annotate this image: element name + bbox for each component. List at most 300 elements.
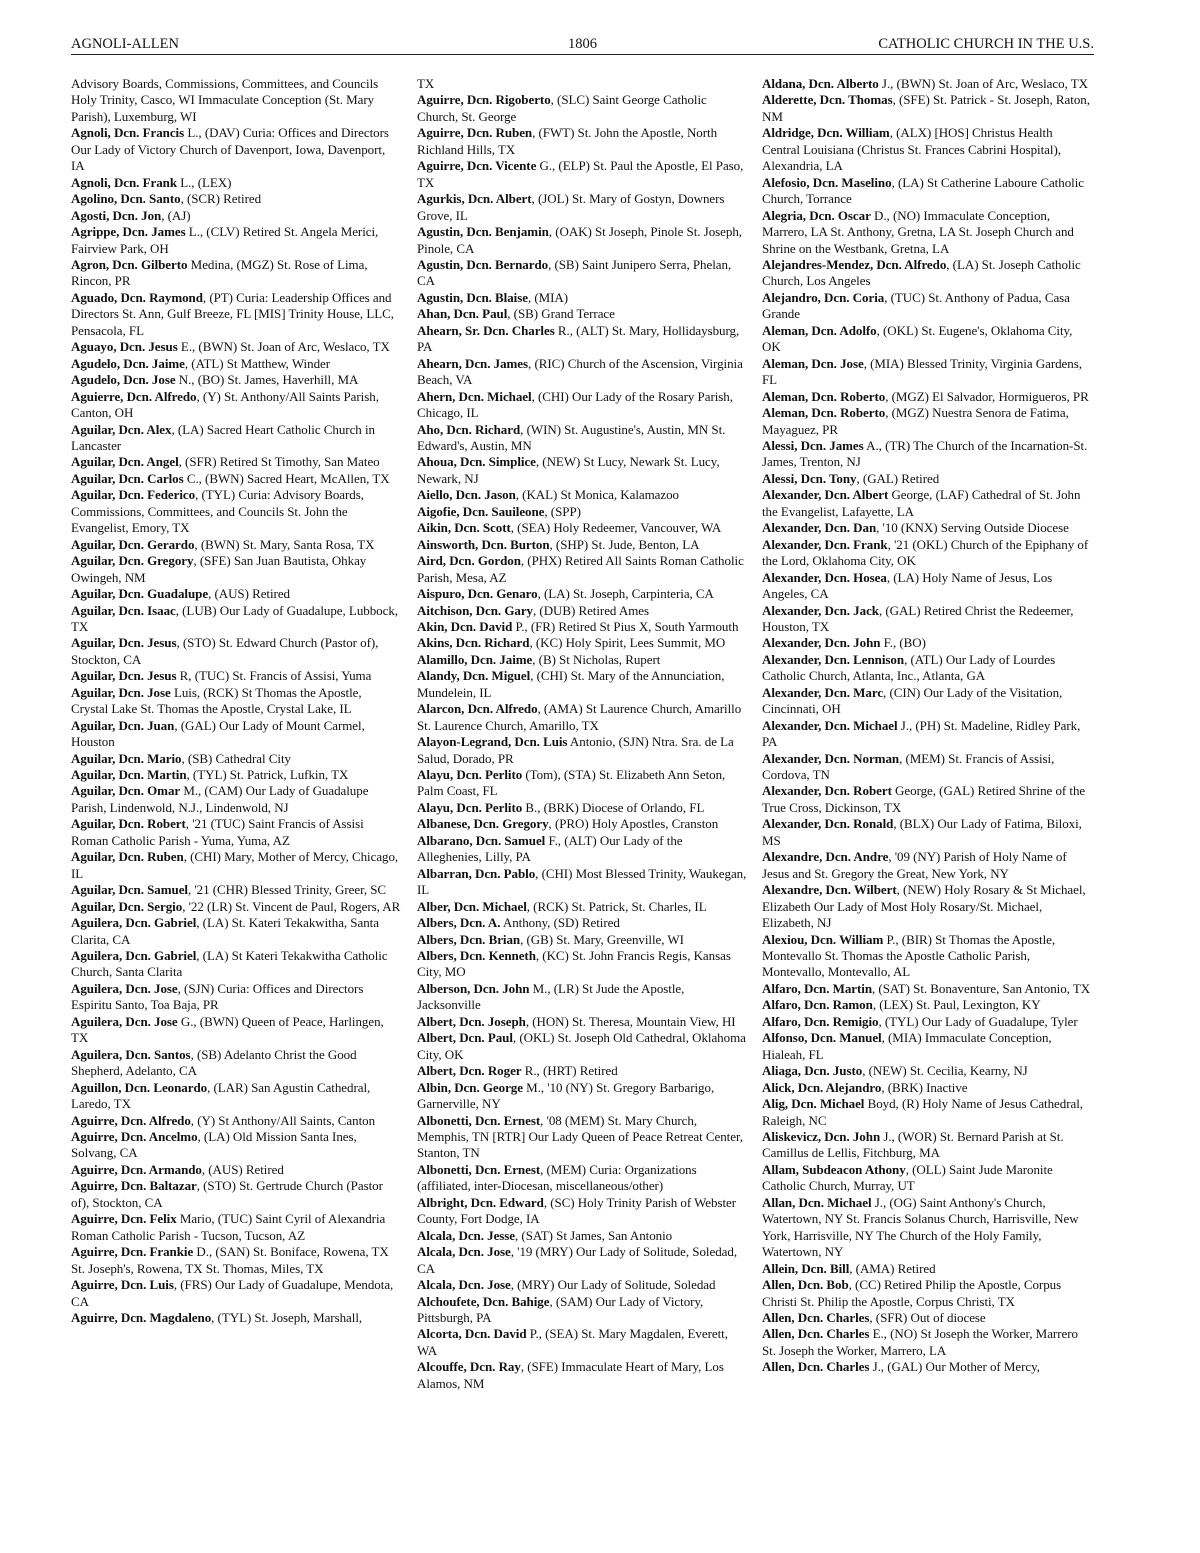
entry-details: , (SEA) Holy Redeemer, Vancouver, WA bbox=[510, 520, 722, 536]
directory-entry bbox=[762, 685, 1092, 718]
directory-entry bbox=[762, 816, 1092, 849]
entry-name: Alexander, Dcn. Jack bbox=[762, 602, 879, 618]
directory-entry bbox=[762, 1310, 1092, 1326]
entry-details: , (CC) Retired Philip the Apostle, Corpus Christi St. Philip the Apostle, Corpus Christi, TX bbox=[762, 1277, 1062, 1309]
entry-name: Alexander, Dcn. Michael bbox=[762, 717, 898, 733]
directory-entry bbox=[417, 767, 747, 800]
directory-entry bbox=[762, 1030, 1092, 1063]
entry-name: Aliaga, Dcn. Justo bbox=[762, 1063, 863, 1079]
directory-entry bbox=[71, 356, 401, 372]
entry-name: Aguilar, Dcn. Gerardo bbox=[71, 536, 195, 552]
directory-entry bbox=[762, 175, 1092, 208]
entry-details: , (RIC) Church of the Ascension, Virginia Beach, VA bbox=[417, 355, 743, 388]
directory-entry bbox=[417, 553, 747, 586]
entry-details: L., (CLV) Retired St. Angela Merici, Fairview Park, OH bbox=[71, 224, 379, 256]
entry-details: E., (BWN) St. Joan of Arc, Weslaco, TX bbox=[177, 339, 390, 355]
directory-entry bbox=[71, 537, 401, 553]
directory-entry bbox=[417, 586, 747, 602]
entry-details: , (KAL) St Monica, Kalamazoo bbox=[515, 487, 680, 503]
entry-details: , (TYL) Our Lady of Guadalupe, Tyler bbox=[878, 1013, 1078, 1029]
entry-name: Aliskevicz, Dcn. John bbox=[762, 1129, 881, 1144]
directory-entry bbox=[417, 1063, 747, 1079]
directory-entry bbox=[417, 356, 747, 389]
entry-name: Ahearn, Dcn. James bbox=[417, 355, 529, 371]
directory-entry bbox=[71, 224, 401, 257]
entry-details: , (LA) St Catherine Laboure Catholic Church, Torrance bbox=[762, 174, 1084, 207]
entry-details: , (PHX) Retired All Saints Roman Catholic Parish, Mesa, AZ bbox=[417, 553, 744, 585]
directory-entry bbox=[417, 1030, 747, 1063]
entry-details: , (Y) St Anthony/All Saints, Canton bbox=[190, 1112, 376, 1128]
directory-entry bbox=[71, 290, 401, 339]
entry-details: , (TYL) Curia: Advisory Boards, Commissions, Committees, and Councils St. John the Evangelist, Emory, TX bbox=[71, 487, 364, 536]
entry-name: Alexandre, Dcn. Andre bbox=[762, 849, 889, 865]
entry-name: Alick, Dcn. Alejandro bbox=[762, 1079, 882, 1095]
entry-name: Albers, Dcn. A. bbox=[417, 915, 501, 931]
entry-name: Allein, Dcn. Bill bbox=[762, 1260, 850, 1276]
directory-entry bbox=[71, 208, 401, 224]
directory-entry bbox=[417, 932, 747, 948]
directory-entry bbox=[417, 1162, 747, 1195]
entry-details: , (OAK) St Joseph, Pinole St. Joseph, Pinole, CA bbox=[417, 224, 742, 256]
entry-details: , (STO) St. Edward Church (Pastor of), Stockton, CA bbox=[71, 635, 379, 667]
entry-name: Aguirre, Dcn. Luis bbox=[71, 1277, 174, 1293]
directory-entry bbox=[762, 389, 1092, 405]
entry-details: , (OKL) St. Joseph Old Cathedral, Oklahoma City, OK bbox=[417, 1030, 746, 1062]
entry-details: L., (DAV) Curia: Offices and Directors Our Lady of Victory Church of Davenport, Iowa, Davenport, IA bbox=[71, 125, 389, 174]
directory-entry bbox=[417, 816, 747, 832]
directory-entry bbox=[71, 915, 401, 948]
directory-entry bbox=[417, 389, 747, 422]
directory-entry bbox=[71, 1080, 401, 1113]
directory-entry bbox=[762, 520, 1092, 536]
directory-entry bbox=[762, 208, 1092, 257]
entry-details: , (LA) Holy Name of Jesus, Los Angeles, CA bbox=[762, 569, 1053, 602]
entry-details: R., (ALT) St. Mary, Hollidaysburg, PA bbox=[417, 322, 740, 355]
entry-name: Alexander, Dcn. Lennison bbox=[762, 651, 905, 667]
entry-details: , (NEW) St. Cecilia, Kearny, NJ bbox=[862, 1063, 1028, 1079]
directory-entry bbox=[417, 948, 747, 981]
entry-details: , (MGZ) Nuestra Senora de Fatima, Mayaguez, PR bbox=[762, 405, 1069, 437]
entry-name: Aguayo, Dcn. Jesus bbox=[71, 339, 178, 355]
entry-details: , '21 (CHR) Blessed Trinity, Greer, SC bbox=[187, 882, 387, 898]
entry-details: G., (BWN) Queen of Peace, Harlingen, TX bbox=[71, 1013, 384, 1046]
entry-details: , (LA) Sacred Heart Catholic Church in Lancaster bbox=[71, 421, 375, 453]
directory-entry bbox=[417, 323, 747, 356]
entry-details: , (SAT) St James, San Antonio bbox=[515, 1227, 673, 1243]
entry-name: Aguilar, Dcn. Omar bbox=[71, 783, 181, 799]
entry-details: Medina, (MGZ) St. Rose of Lima, Rincon, PR bbox=[71, 256, 368, 289]
entry-name: Albonetti, Dcn. Ernest bbox=[417, 1112, 541, 1128]
directory-entry bbox=[71, 586, 401, 602]
entry-name: Alfaro, Dcn. Remigio bbox=[762, 1013, 879, 1029]
entry-name: Aguilar, Dcn. Mario bbox=[71, 750, 182, 766]
entry-name: Alandy, Dcn. Miguel bbox=[417, 668, 531, 684]
entry-details: , (SJN) Curia: Offices and Directors Espiritu Santo, Toa Baja, PR bbox=[71, 980, 364, 1013]
directory-entry bbox=[71, 783, 401, 816]
entry-name: Albert, Dcn. Roger bbox=[417, 1063, 522, 1079]
directory-entry bbox=[762, 652, 1092, 685]
entry-name: Aguilera, Dcn. Santos bbox=[71, 1046, 191, 1062]
entry-details: M., (CAM) Our Lady of Guadalupe Parish, Lindenwold, N.J., Lindenwold, NJ bbox=[71, 783, 369, 815]
directory-entry bbox=[417, 833, 747, 866]
entry-details: J., (BWN) St. Joan of Arc, Weslaco, TX bbox=[878, 76, 1088, 91]
entry-name: Alber, Dcn. Michael bbox=[417, 898, 527, 914]
directory-entry bbox=[762, 487, 1092, 520]
entry-details: Boyd, (R) Holy Name of Jesus Cathedral, Raleigh, NC bbox=[762, 1096, 1083, 1128]
entry-name: Ahern, Dcn. Michael bbox=[417, 388, 532, 404]
entry-name: Aguilar, Dcn. Gregory bbox=[71, 553, 194, 569]
directory-entry bbox=[762, 932, 1092, 981]
directory-entry bbox=[71, 1178, 401, 1211]
entry-details: D., (SAN) St. Boniface, Rowena, TX St. Joseph's, Rowena, TX St. Thomas, Miles, TX bbox=[71, 1244, 389, 1276]
entry-name: Agustin, Dcn. Blaise bbox=[417, 289, 528, 305]
directory-entry bbox=[417, 652, 747, 668]
directory-entry bbox=[762, 849, 1092, 882]
directory-entry bbox=[71, 1113, 401, 1129]
entry-details: F., (ALT) Our Lady of the Alleghenies, Lilly, PA bbox=[417, 832, 683, 865]
entry-name: Aguirre, Dcn. Frankie bbox=[71, 1244, 194, 1260]
directory-entry bbox=[71, 191, 401, 207]
entry-name: Albright, Dcn. Edward bbox=[417, 1194, 544, 1210]
directory-entry bbox=[762, 718, 1092, 751]
entry-details: , (SFE) Immaculate Heart of Mary, Los Alamos, NM bbox=[417, 1359, 724, 1391]
entry-details: Mario, (TUC) Saint Cyril of Alexandria Roman Catholic Parish - Tucson, Tucson, AZ bbox=[71, 1211, 386, 1243]
entry-details: , (CIN) Our Lady of the Visitation, Cincinnati, OH bbox=[762, 684, 1063, 717]
entry-name: Aldridge, Dcn. William bbox=[762, 125, 890, 141]
entry-details: , (SFR) Out of diocese bbox=[869, 1309, 986, 1325]
entry-details: , (LA) St. Joseph Catholic Church, Los Angeles bbox=[762, 256, 1081, 289]
entry-name: Aiello, Dcn. Jason bbox=[417, 487, 516, 503]
entry-name: Agurkis, Dcn. Albert bbox=[417, 191, 532, 207]
entry-name: Ahoua, Dcn. Simplice bbox=[417, 454, 536, 470]
directory-entry bbox=[762, 751, 1092, 784]
entry-name: Agustin, Dcn. Bernardo bbox=[417, 256, 549, 272]
entry-name: Aguilar, Dcn. Jose bbox=[71, 684, 171, 700]
entry-name: Aguilar, Dcn. Isaac bbox=[71, 602, 176, 618]
directory-entry bbox=[417, 1195, 747, 1228]
entry-name: Agudelo, Dcn. Jaime bbox=[71, 355, 185, 371]
entry-details: , (WIN) St. Augustine's, Austin, MN St. Edward's, Austin, MN bbox=[417, 421, 726, 453]
entry-details: , (GAL) Our Lady of Mount Carmel, Houston bbox=[71, 717, 365, 750]
entry-name: Allam, Subdeacon Athony bbox=[762, 1161, 906, 1177]
entry-details: , (KC) St. John Francis Regis, Kansas City, MO bbox=[417, 948, 731, 980]
directory-entry bbox=[417, 1113, 747, 1162]
entry-details: , (MGZ) El Salvador, Hormigueros, PR bbox=[885, 388, 1089, 404]
entry-name: Aitchison, Dcn. Gary bbox=[417, 602, 534, 618]
directory-entry bbox=[762, 882, 1092, 931]
entry-name: Aispuro, Dcn. Genaro bbox=[417, 586, 538, 602]
directory-entry bbox=[417, 701, 747, 734]
entry-details: , (JOL) St. Mary of Gostyn, Downers Grove, IL bbox=[417, 191, 725, 223]
directory-entry bbox=[762, 1277, 1092, 1310]
entry-details: , '22 (LR) St. Vincent de Paul, Rogers, AR bbox=[182, 898, 401, 914]
directory-entry bbox=[71, 339, 401, 355]
entry-name: Alefosio, Dcn. Maselino bbox=[762, 174, 892, 190]
entry-name: Aleman, Dcn. Adolfo bbox=[762, 322, 877, 338]
entry-details: , (SB) Adelanto Christ the Good Shepherd, Adelanto, CA bbox=[71, 1046, 357, 1079]
entry-name: Aguilar, Dcn. Jesus bbox=[71, 635, 177, 651]
directory-entry bbox=[417, 1228, 747, 1244]
header-publication-title: CATHOLIC CHURCH IN THE U.S. bbox=[878, 36, 1094, 52]
entry-details: P., (SEA) St. Mary Magdalen, Everett, WA bbox=[417, 1326, 728, 1358]
directory-entry bbox=[417, 981, 747, 1014]
directory-entry bbox=[762, 603, 1092, 636]
entry-details: , (AMA) Retired bbox=[849, 1260, 936, 1276]
entry-details: , (SFE) St. Patrick - St. Joseph, Raton, NM bbox=[762, 92, 1090, 124]
entry-details: , (PT) Curia: Leadership Offices and Directors St. Ann, Gulf Breeze, FL [MIS] Trinity House, LLC, Pensacola, FL bbox=[71, 289, 394, 338]
directory-entry bbox=[417, 257, 747, 290]
directory-entry bbox=[762, 1359, 1092, 1375]
entry-name: Allen, Dcn. Charles bbox=[762, 1326, 870, 1342]
entry-name: Aguillon, Dcn. Leonardo bbox=[71, 1079, 208, 1095]
entry-name: Alexander, Dcn. Frank bbox=[762, 536, 888, 552]
directory-entry bbox=[417, 504, 747, 520]
entry-details: , (AUS) Retired bbox=[208, 586, 291, 602]
directory-entry bbox=[762, 1195, 1092, 1261]
directory-entry bbox=[71, 816, 401, 849]
entry-name: Aguado, Dcn. Raymond bbox=[71, 289, 203, 305]
entry-details: , (LEX) St. Paul, Lexington, KY bbox=[872, 997, 1041, 1013]
entry-details: , (FWT) St. John the Apostle, North Richland Hills, TX bbox=[417, 125, 718, 157]
entry-name: Aguilar, Dcn. Federico bbox=[71, 487, 196, 503]
directory-entry bbox=[762, 1063, 1092, 1079]
directory-entry bbox=[71, 603, 401, 636]
directory-entry bbox=[71, 1047, 401, 1080]
directory-entry bbox=[71, 981, 401, 1014]
entry-name: Alfonso, Dcn. Manuel bbox=[762, 1030, 882, 1046]
entry-name: Aikin, Dcn. Scott bbox=[417, 520, 511, 536]
entry-details: , (LUB) Our Lady of Guadalupe, Lubbock, TX bbox=[71, 602, 398, 634]
entry-name: Alexander, Dcn. Albert bbox=[762, 487, 889, 503]
entry-name: Aguirre, Dcn. Rigoberto bbox=[417, 92, 551, 108]
directory-entry bbox=[762, 257, 1092, 290]
entry-details: Advisory Boards, Commissions, Committees, and Councils Holy Trinity, Casco, WI Immaculate Conception (St. Mary Parish), Luxemburg, WI bbox=[71, 76, 379, 124]
entry-name: Aguilar, Dcn. Juan bbox=[71, 717, 175, 733]
entry-details: , (OKL) St. Eugene's, Oklahoma City, OK bbox=[762, 322, 1073, 355]
directory-entry bbox=[71, 125, 401, 174]
entry-details: J., (PH) St. Madeline, Ridley Park, PA bbox=[762, 717, 1081, 750]
entry-details: , (SB) Saint Junipero Serra, Phelan, CA bbox=[417, 256, 732, 289]
entry-details: R., (HRT) Retired bbox=[521, 1063, 618, 1079]
running-header bbox=[71, 34, 1094, 55]
entry-details: , (SAM) Our Lady of Victory, Pittsburgh, PA bbox=[417, 1293, 704, 1325]
entry-name: Alayon-Legrand, Dcn. Luis bbox=[417, 734, 568, 750]
entry-details: , (LA) St. Joseph, Carpinteria, CA bbox=[537, 586, 714, 602]
directory-entry bbox=[762, 1096, 1092, 1129]
directory-entry bbox=[762, 76, 1092, 92]
directory-entry bbox=[762, 1129, 1092, 1162]
directory-entry bbox=[417, 537, 747, 553]
entry-name: Albers, Dcn. Kenneth bbox=[417, 948, 536, 964]
entry-details: , (GB) St. Mary, Greenville, WI bbox=[520, 931, 684, 947]
directory-entry bbox=[762, 635, 1092, 651]
directory-entry bbox=[71, 389, 401, 422]
directory-entry bbox=[71, 553, 401, 586]
entry-details: , (LA) St Kateri Tekakwitha Catholic Church, Santa Clarita bbox=[71, 948, 388, 980]
entry-details: , '19 (MRY) Our Lady of Solitude, Soledad, CA bbox=[417, 1244, 738, 1276]
entry-details: , (CHI) Mary, Mother of Mercy, Chicago, IL bbox=[71, 849, 399, 881]
entry-details: , (SLC) Saint George Catholic Church, St. George bbox=[417, 92, 707, 124]
entry-details: J., (GAL) Our Mother of Mercy, bbox=[869, 1359, 1040, 1375]
entry-name: Aguilera, Dcn. Gabriel bbox=[71, 915, 197, 931]
entry-details: , (Y) St. Anthony/All Saints Parish, Canton, OH bbox=[71, 388, 379, 421]
entry-name: Aguilar, Dcn. Alex bbox=[71, 421, 172, 437]
directory-entry bbox=[417, 800, 747, 816]
directory-entry bbox=[762, 471, 1092, 487]
entry-details: , (SB) Grand Terrace bbox=[507, 306, 615, 322]
entry-details: , (BWN) St. Mary, Santa Rosa, TX bbox=[194, 536, 375, 552]
entry-details: , (KC) Holy Spirit, Lees Summit, MO bbox=[529, 635, 726, 651]
entry-name: Albonetti, Dcn. Ernest bbox=[417, 1161, 541, 1177]
directory-entry bbox=[762, 1014, 1092, 1030]
entry-name: Alfaro, Dcn. Ramon bbox=[762, 997, 873, 1013]
entry-details: , (GAL) Retired bbox=[856, 470, 940, 486]
directory-entry bbox=[71, 487, 401, 536]
entry-details: , (PRO) Holy Apostles, Cranston bbox=[548, 816, 719, 832]
entry-details: , '10 (KNX) Serving Outside Diocese bbox=[876, 520, 1069, 536]
entry-name: Aguilar, Dcn. Samuel bbox=[71, 882, 188, 898]
entry-name: Alarcon, Dcn. Alfredo bbox=[417, 701, 538, 717]
directory-entry bbox=[762, 323, 1092, 356]
directory-entry bbox=[71, 718, 401, 751]
entry-name: Alexander, Dcn. John bbox=[762, 635, 881, 651]
entry-details: R, (TUC) St. Francis of Assisi, Yuma bbox=[176, 668, 372, 684]
entry-details: TX bbox=[417, 76, 435, 91]
directory-entry bbox=[417, 290, 747, 306]
directory-entry bbox=[71, 767, 401, 783]
entry-details: , (B) St Nicholas, Rupert bbox=[532, 651, 661, 667]
directory-entry bbox=[417, 915, 747, 931]
directory-entry bbox=[762, 1162, 1092, 1195]
entry-name: Alig, Dcn. Michael bbox=[762, 1096, 865, 1112]
entry-name: Aguirre, Dcn. Felix bbox=[71, 1211, 177, 1227]
directory-entry bbox=[71, 454, 401, 470]
entry-name: Agnoli, Dcn. Frank bbox=[71, 174, 178, 190]
directory-entry bbox=[417, 422, 747, 455]
entry-name: Aguilar, Dcn. Robert bbox=[71, 816, 186, 832]
entry-name: Aguirre, Dcn. Ruben bbox=[417, 125, 533, 141]
entry-details: , (ATL) Our Lady of Lourdes Catholic Church, Atlanta, Inc., Atlanta, GA bbox=[762, 651, 1056, 684]
entry-name: Aleman, Dcn. Roberto bbox=[762, 405, 886, 421]
entry-name: Albert, Dcn. Paul bbox=[417, 1030, 513, 1046]
entry-name: Aguirre, Dcn. Ancelmo bbox=[71, 1129, 198, 1144]
entry-details: N., (BO) St. James, Haverhill, MA bbox=[175, 372, 359, 388]
entry-name: Allen, Dcn. Charles bbox=[762, 1359, 870, 1375]
entry-details: E., (NO) St Joseph the Worker, Marrero St. Joseph the Worker, Marrero, LA bbox=[762, 1326, 1078, 1358]
directory-entry bbox=[417, 1359, 747, 1392]
entry-name: Aleman, Dcn. Jose bbox=[762, 355, 864, 371]
directory-entry bbox=[762, 997, 1092, 1013]
directory-entry bbox=[762, 125, 1092, 174]
entry-name: Agustin, Dcn. Benjamin bbox=[417, 224, 549, 240]
entry-name: Aleman, Dcn. Roberto bbox=[762, 388, 886, 404]
entry-details: , (SFR) Retired St Timothy, San Mateo bbox=[178, 454, 380, 470]
entry-name: Ahan, Dcn. Paul bbox=[417, 306, 508, 322]
entry-name: Agudelo, Dcn. Jose bbox=[71, 372, 176, 388]
entry-name: Aguirre, Dcn. Armando bbox=[71, 1161, 202, 1177]
entry-details: , (SAT) St. Bonaventure, San Antonio, TX bbox=[872, 980, 1091, 996]
directory-entry bbox=[71, 685, 401, 718]
entry-details: , (AMA) St Laurence Church, Amarillo St. Laurence Church, Amarillo, TX bbox=[417, 701, 742, 733]
entry-name: Alcala, Dcn. Jose bbox=[417, 1244, 511, 1260]
directory-entry bbox=[71, 635, 401, 668]
directory-entry bbox=[71, 1211, 401, 1244]
directory-entry bbox=[417, 1294, 747, 1327]
entry-name: Alfaro, Dcn. Martin bbox=[762, 980, 873, 996]
entry-details: (Tom), (STA) St. Elizabeth Ann Seton, Palm Coast, FL bbox=[417, 767, 726, 799]
entry-details: George, (GAL) Retired Shrine of the True Cross, Dickinson, TX bbox=[762, 783, 1086, 815]
directory-entry bbox=[71, 1244, 401, 1277]
entry-details: P., (FR) Retired St Pius X, South Yarmouth bbox=[512, 618, 739, 634]
entry-details: F., (BO) bbox=[880, 635, 926, 651]
entry-name: Agrippe, Dcn. James bbox=[71, 224, 186, 240]
entry-name: Akin, Dcn. David bbox=[417, 618, 513, 634]
entry-details: J., (WOR) St. Bernard Parish at St. Camillus de Lellis, Fitchburg, MA bbox=[762, 1129, 1064, 1161]
entry-name: Alexander, Dcn. Norman bbox=[762, 750, 900, 766]
entry-name: Alderette, Dcn. Thomas bbox=[762, 92, 893, 108]
directory-entry bbox=[762, 537, 1092, 570]
entry-details: , (SC) Holy Trinity Parish of Webster County, Fort Dodge, IA bbox=[417, 1194, 737, 1227]
directory-entry bbox=[762, 405, 1092, 438]
entry-details: , '09 (NY) Parish of Holy Name of Jesus and St. Gregory the Great, New York, NY bbox=[762, 849, 1067, 881]
directory-entry bbox=[417, 92, 747, 125]
entry-details: , (TYL) St. Patrick, Lufkin, TX bbox=[186, 767, 349, 783]
entry-details: Anthony, (SD) Retired bbox=[500, 915, 620, 931]
entry-name: Albers, Dcn. Brian bbox=[417, 931, 521, 947]
entry-details: , (OLL) Saint Jude Maronite Catholic Church, Murray, UT bbox=[762, 1161, 1053, 1194]
entry-details: , (NEW) St Lucy, Newark St. Lucy, Newark, NJ bbox=[417, 454, 720, 486]
entry-details: L., (LEX) bbox=[177, 174, 232, 190]
entry-name: Aguilar, Dcn. Martin bbox=[71, 767, 187, 783]
entry-name: Aguilar, Dcn. Guadalupe bbox=[71, 586, 209, 602]
page-number: 1806 bbox=[568, 36, 597, 52]
entry-details: , (NEW) Holy Rosary & St Michael, Elizabeth Our Lady of Most Holy Rosary/St. Michael, Elizabeth, NJ bbox=[762, 882, 1086, 931]
entry-name: Albarano, Dcn. Samuel bbox=[417, 832, 546, 848]
entry-details: , (LA) St. Kateri Tekakwitha, Santa Clarita, CA bbox=[71, 915, 379, 947]
directory-entry bbox=[417, 520, 747, 536]
directory-entry bbox=[71, 948, 401, 981]
entry-details: , (CHI) St. Mary of the Annunciation, Mundelein, IL bbox=[417, 668, 725, 700]
entry-details: , (GAL) Retired Christ the Redeemer, Houston, TX bbox=[762, 602, 1074, 634]
entry-name: Aldana, Dcn. Alberto bbox=[762, 76, 879, 91]
entry-name: Alchoufete, Dcn. Bahige bbox=[417, 1293, 550, 1309]
entry-name: Alegria, Dcn. Oscar bbox=[762, 207, 871, 223]
entry-details: , (MRY) Our Lady of Solitude, Soledad bbox=[510, 1277, 716, 1293]
entry-details: , (CHI) Most Blessed Trinity, Waukegan, IL bbox=[417, 865, 747, 898]
directory-entry bbox=[71, 1310, 401, 1326]
entry-name: Albin, Dcn. George bbox=[417, 1079, 523, 1095]
entry-name: Aguilera, Dcn. Gabriel bbox=[71, 948, 197, 964]
directory-entry bbox=[71, 849, 401, 882]
entry-name: Agron, Dcn. Gilberto bbox=[71, 256, 188, 272]
entry-name: Aguirre, Dcn. Vicente bbox=[417, 158, 537, 174]
entry-details: D., (NO) Immaculate Conception, Marrero, LA St. Anthony, Gretna, LA St. Joseph Church and Shrine on the Westbank, Gretna, LA bbox=[762, 207, 1074, 256]
entry-details: J., (OG) Saint Anthony's Church, Watertown, NY St. Francis Solanus Church, Harrisville, New York, Harrisville, NY The Church of the Holy Family, Watertown, NY bbox=[762, 1194, 1079, 1260]
directory-entry bbox=[417, 454, 747, 487]
directory-entry bbox=[762, 570, 1092, 603]
entry-name: Allen, Dcn. Bob bbox=[762, 1277, 849, 1293]
entry-name: Alcala, Dcn. Jose bbox=[417, 1277, 511, 1293]
directory-entry bbox=[417, 76, 747, 92]
directory-entry bbox=[417, 635, 747, 651]
directory-entry bbox=[417, 191, 747, 224]
header-entry-range: AGNOLI-ALLEN bbox=[71, 36, 179, 52]
entry-name: Alexander, Dcn. Marc bbox=[762, 684, 884, 700]
entry-details: C., (BWN) Sacred Heart, McAllen, TX bbox=[183, 470, 390, 486]
entry-name: Aigofie, Dcn. Sauileone bbox=[417, 503, 545, 519]
directory-entry bbox=[417, 487, 747, 503]
directory-entry bbox=[762, 981, 1092, 997]
